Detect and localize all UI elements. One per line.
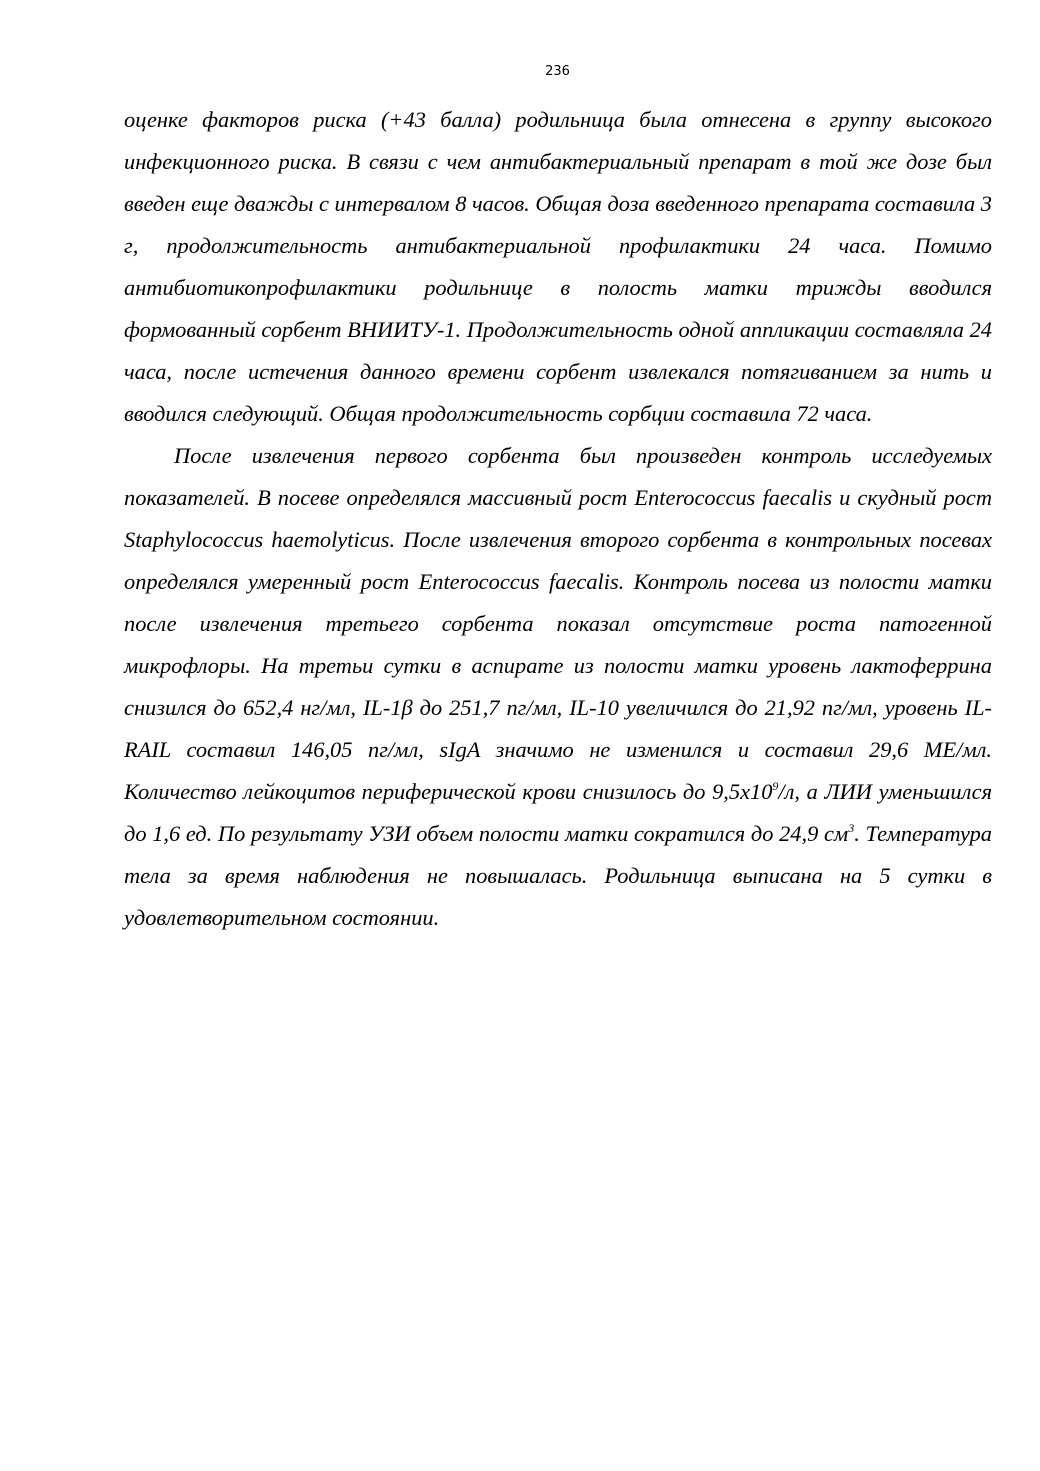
superscript-cubic: 3 [848,821,855,835]
paragraph-risk-assessment: оценке факторов риска (+43 балла) родильница была отнесена в группу высокого инфекционного риска. В связи с чем антибактериальный препарат в той же дозе был введен еще дважды с интервалом 8 часов. Общая доза введенного препарата составила 3 г, продолжительность антибактериальной профилактики 24 часа. Помимо антибиотикопрофилактики родильнице в полость матки трижды вводился формованный сорбент ВНИИТУ-1. Продолжительность одной аппликации составляла 24 часа, после истечения данного времени сорбент извлекался потягиванием за нить и вводился следующий. Общая продолжительность сорбции составила 72 часа. [124,107,992,426]
paragraph-control-results [124,435,992,939]
paragraph-text-part-1: После извлечения первого сорбента был произведен контроль исследуемых показателей. В посеве определялся массивный рост Enterococcus faecalis и скудный рост Staphylococcus haemolyticus. После извлечения второго сорбента в контрольных посевах определялся умеренный рост Enterococcus faecalis. Контроль посева из полости матки после извлечения третьего сорбента показал отсутствие роста патогенной микрофлоры. На третьи сутки в аспирате из полости матки уровень лактоферрина снизился до 652,4 нг/мл, IL-1β до 251,7 пг/мл, IL-10 увеличился до 21,92 пг/мл, уровень IL-RAIL составил 146,05 пг/мл, sIgA значимо не изменился и составил 29,6 МЕ/мл. Количество лейкоцитов периферической крови снизилось до 9,5х10 [124,443,992,804]
paragraph-text-part-3: . Температура тела за время наблюдения не повышалась. Родильница выписана на 5 сутки в удовлетворительном состоянии. [124,821,992,930]
body-text [124,99,992,939]
paragraph-text-part-2: /л, а ЛИИ уменьшился до 1,6 ед. По результату УЗИ объем полости матки сократился до 24,9 см [124,779,992,846]
page-number: 236 [545,64,570,79]
superscript-exponent: 9 [772,779,779,793]
